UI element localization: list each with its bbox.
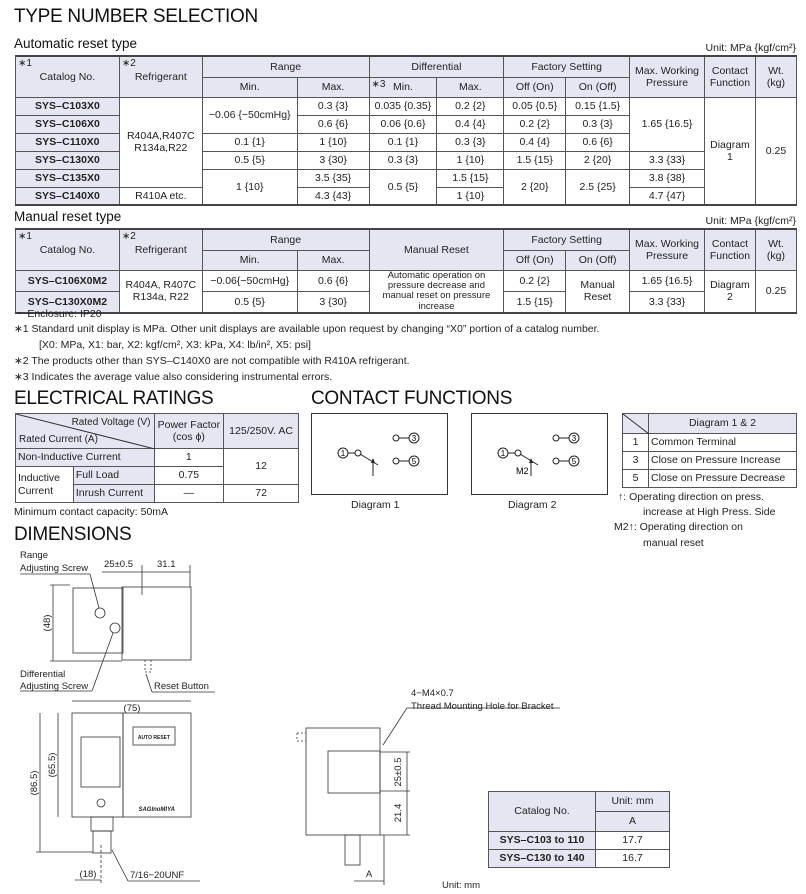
svg-text:1: 1 — [340, 449, 346, 458]
table-cell: 0.3 {3} — [566, 115, 630, 133]
svg-text:Range: Range — [20, 550, 48, 561]
table-cell: 0.05 {0.5} — [504, 97, 566, 115]
table-row — [489, 850, 670, 868]
table-cell: 3.5 {35} — [297, 169, 369, 187]
col-refrigerant: ∗2 Refrigerant — [119, 229, 202, 270]
svg-text:(86.5): (86.5) — [29, 770, 40, 796]
col-off-on: Off (On) — [504, 250, 566, 270]
table-cell: 0.2 {2} — [504, 270, 566, 292]
svg-text:AUTO RESET: AUTO RESET — [137, 735, 171, 741]
table-cell: 0.4 {4} — [437, 115, 504, 133]
contact-heading: CONTACT FUNCTIONS — [311, 388, 513, 409]
svg-text:5: 5 — [411, 457, 417, 466]
table-cell: −0.06 {−50cmHg} — [202, 97, 297, 133]
electrical-heading: ELECTRICAL RATINGS — [14, 388, 214, 409]
col-factory: Factory Setting — [504, 229, 630, 250]
legend-header: Diagram 1 & 2 — [649, 414, 797, 434]
table-cell: 0.6 {6} — [297, 270, 369, 292]
col-range-min: Min. — [202, 77, 297, 97]
table-cell: 3.3 {33} — [630, 151, 705, 169]
col-refrigerant: ∗2 Refrigerant — [119, 56, 202, 97]
table-cell: 3.8 {38} — [630, 169, 705, 187]
table-row — [489, 832, 670, 850]
svg-text:21.4: 21.4 — [393, 803, 404, 823]
svg-text:7/16−20UNF: 7/16−20UNF — [130, 870, 185, 881]
svg-text:(48): (48) — [42, 614, 53, 632]
auto-unit: Unit: MPa {kgf/cm²} — [705, 42, 796, 54]
table-cell: 1 — [623, 434, 649, 452]
svg-text:3: 3 — [571, 434, 577, 443]
svg-text:A: A — [365, 869, 373, 880]
table-cell: 0.25 — [755, 97, 796, 205]
col-wt: Wt. (kg) — [755, 56, 796, 97]
table-cell: — — [154, 485, 224, 503]
table-cell: 0.3 {3} — [437, 133, 504, 151]
svg-text:M2: M2 — [516, 466, 529, 476]
svg-text:Reset Button: Reset Button — [154, 681, 209, 692]
table-cell: 3 {30} — [297, 292, 369, 314]
svg-text:31.1: 31.1 — [157, 559, 176, 570]
arrow-note-1: ↑: Operating direction on press. — [618, 491, 764, 503]
svg-text:(18): (18) — [79, 869, 97, 880]
table-cell: 4.7 {47} — [630, 187, 705, 205]
col-catalog: Catalog No. — [489, 792, 596, 832]
table-cell: 0.6 {6} — [297, 115, 369, 133]
col-off-on: Off (On) — [504, 77, 566, 97]
table-cell: 0.5 {5} — [202, 151, 297, 169]
table-cell: 0.5 {5} — [202, 292, 297, 314]
dimension-drawings — [0, 545, 806, 894]
col-range-max: Max. — [297, 77, 369, 97]
table-cell: 0.06 {0.6} — [369, 115, 437, 133]
note-1: ∗1 Standard unit display is MPa. Other unit displays are available upon request by changing “X0” portion of a catalog number. — [14, 323, 600, 335]
row-inrush: Inrush Current — [73, 485, 154, 503]
table-cell: −0.06{−50cmHg} — [202, 270, 297, 292]
table-cell: 1.65 {16.5} — [630, 97, 705, 151]
table-cell: 0.2 {2} — [504, 115, 566, 133]
table-cell: 2.5 {25} — [566, 169, 630, 205]
table-cell: 0.1 {1} — [202, 133, 297, 151]
row-non-inductive: Non-Inductive Current — [16, 449, 155, 467]
catalog-cell: SYS–C130X0M2 — [16, 292, 120, 314]
col-factory: Factory Setting — [504, 56, 630, 77]
col-diff-min: ∗3 Min. — [369, 77, 437, 97]
diagram-1-label: Diagram 1 — [351, 499, 400, 511]
table-cell: 12 — [224, 449, 299, 485]
note-1-units: [X0: MPa, X1: bar, X2: kgf/cm², X3: kPa, X4: lb/in², X5: psi] — [39, 339, 311, 351]
col-mwp: Max. Working Pressure — [630, 229, 705, 270]
col-diff-max: Max. — [437, 77, 504, 97]
manual-reset-table — [15, 228, 797, 314]
table-cell: Automatic operation on pressure decrease and manual reset on pressure increase — [369, 270, 504, 313]
svg-text:SAGInoMIYA: SAGInoMIYA — [138, 807, 175, 813]
table-cell: Manual Reset — [566, 270, 630, 313]
table-cell: 16.7 — [596, 850, 670, 868]
power-factor-header: Power Factor (cos ϕ) — [154, 414, 224, 449]
manual-unit: Unit: MPa {kgf/cm²} — [705, 215, 796, 227]
table-cell: 5 — [623, 470, 649, 488]
table-cell: R410A etc. — [119, 187, 202, 205]
terminal-legend-table — [622, 413, 797, 488]
table-cell: 0.2 {2} — [437, 97, 504, 115]
diagram-1 — [311, 413, 448, 495]
table-cell: 0.3 {3} — [297, 97, 369, 115]
table-cell: 3 {30} — [297, 151, 369, 169]
table-cell: 1 {10} — [437, 187, 504, 205]
col-range-min: Min. — [202, 250, 297, 270]
col-differential: Differential — [369, 56, 504, 77]
table-cell: 0.75 — [154, 467, 224, 485]
table-cell: 2 {20} — [566, 151, 630, 169]
svg-text:4−M4×0.7: 4−M4×0.7 — [411, 688, 454, 699]
svg-text:(75): (75) — [123, 703, 141, 714]
svg-text:25±0.5: 25±0.5 — [393, 757, 404, 787]
table-cell: 1.5 {15} — [504, 292, 566, 314]
table-cell: 1 {10} — [437, 151, 504, 169]
table-cell: 2 {20} — [504, 169, 566, 205]
table-cell: 72 — [224, 485, 299, 503]
electrical-table — [15, 413, 299, 503]
note-3: ∗3 Indicates the average value also considering instrumental errors. — [14, 371, 333, 383]
svg-text:1: 1 — [500, 449, 506, 458]
col-wt: Wt. (kg) — [755, 229, 796, 270]
svg-text:Adjusting Screw: Adjusting Screw — [20, 681, 89, 692]
dimension-a-table — [488, 791, 670, 868]
svg-text:Thread Mounting Hole for Brack: Thread Mounting Hole for Bracket — [411, 701, 554, 712]
diagram-2 — [471, 413, 608, 495]
col-manual-reset: Manual Reset — [369, 229, 504, 270]
svg-text:3: 3 — [411, 434, 417, 443]
table-cell: 1.5 {15} — [504, 151, 566, 169]
col-a: A — [596, 812, 670, 832]
table-cell: 17.7 — [596, 832, 670, 850]
table-cell: Inductive Current — [16, 467, 74, 503]
table-cell: 0.15 {1.5} — [566, 97, 630, 115]
table-cell: Close on Pressure Increase — [649, 452, 797, 470]
table-cell: Close on Pressure Decrease — [649, 470, 797, 488]
table-cell: 0.035 {0.35} — [369, 97, 437, 115]
svg-text:5: 5 — [571, 457, 577, 466]
svg-text:Adjusting Screw: Adjusting Screw — [20, 563, 89, 574]
table-cell: 1 {10} — [297, 133, 369, 151]
table-row — [16, 270, 797, 292]
diagonal-line — [623, 414, 649, 434]
col-catalog: ∗1 Catalog No. — [16, 229, 120, 270]
col-unit: Unit: mm — [596, 792, 670, 812]
col-contact: Contact Function — [704, 56, 755, 97]
col-on-off: On (Off) — [566, 77, 630, 97]
corner-header: Rated Voltage (V) Rated Current (A) — [16, 414, 155, 449]
catalog-cell: SYS–C110X0 — [16, 133, 120, 151]
row-full-load: Full Load — [73, 467, 154, 485]
auto-reset-table — [15, 55, 797, 206]
catalog-cell: SYS–C130X0 — [16, 151, 120, 169]
svg-text:25±0.5: 25±0.5 — [104, 559, 133, 570]
note-enclosure: ・ Enclosure: IP20 — [14, 308, 102, 320]
table-cell: 1.5 {15} — [437, 169, 504, 187]
voltage-header: 125/250V. AC — [224, 414, 299, 449]
table-cell: 0.4 {4} — [504, 133, 566, 151]
switch-schematic-2 — [472, 414, 609, 496]
arrow-note-2: M2↑: Operating direction on — [614, 521, 743, 533]
table-cell: 3 — [623, 452, 649, 470]
table-cell: 1 {10} — [202, 169, 297, 205]
catalog-cell: SYS–C106X0 — [16, 115, 120, 133]
table-cell: Diagram 1 — [704, 97, 755, 205]
col-on-off: On (Off) — [566, 250, 630, 270]
table-cell: 3.3 {33} — [630, 292, 705, 314]
col-contact: Contact Function — [704, 229, 755, 270]
table-cell: 0.3 {3} — [369, 151, 437, 169]
catalog-cell: SYS–C130 to 140 — [489, 850, 596, 868]
table-cell: R404A,R407C R134a,R22 — [119, 97, 202, 187]
dimensions-heading: DIMENSIONS — [14, 524, 132, 545]
note-2: ∗2 The products other than SYS–C140X0 are not compatible with R410A refrigerant. — [14, 355, 410, 367]
auto-heading: Automatic reset type — [14, 36, 138, 51]
table-row — [16, 97, 797, 115]
col-mwp: Max. Working Pressure — [630, 56, 705, 97]
arrow-note-2b: manual reset — [643, 537, 704, 549]
table-cell: 1 — [154, 449, 224, 467]
table-cell: Diagram 2 — [704, 270, 755, 313]
catalog-cell: SYS–C106X0M2 — [16, 270, 120, 292]
col-range: Range — [202, 56, 369, 77]
min-capacity: Minimum contact capacity: 50mA — [14, 506, 169, 518]
col-catalog: ∗1 Catalog No. — [16, 56, 120, 97]
table-cell: 1.65 {16.5} — [630, 270, 705, 292]
catalog-cell: SYS–C103X0 — [16, 97, 120, 115]
col-range: Range — [202, 229, 369, 250]
svg-text:Unit: mm: Unit: mm — [442, 880, 480, 891]
page-title: TYPE NUMBER SELECTION — [14, 6, 258, 27]
catalog-cell: SYS–C135X0 — [16, 169, 120, 187]
table-cell: 0.5 {5} — [369, 169, 437, 205]
switch-schematic-1 — [312, 414, 449, 496]
col-range-max: Max. — [297, 250, 369, 270]
diagram-2-label: Diagram 2 — [508, 499, 557, 511]
arrow-note-1b: increase at High Press. Side — [643, 506, 776, 518]
manual-heading: Manual reset type — [14, 209, 122, 224]
table-cell: 0.6 {6} — [566, 133, 630, 151]
table-cell: Common Terminal — [649, 434, 797, 452]
table-cell: 0.25 — [755, 270, 796, 313]
catalog-cell: SYS–C103 to 110 — [489, 832, 596, 850]
svg-text:(65.5): (65.5) — [47, 752, 58, 778]
table-cell: 4.3 {43} — [297, 187, 369, 205]
svg-text:Differential: Differential — [20, 669, 66, 680]
table-cell: 0.1 {1} — [369, 133, 437, 151]
catalog-cell: SYS–C140X0 — [16, 187, 120, 205]
table-cell: R404A, R407C R134a, R22 — [119, 270, 202, 313]
